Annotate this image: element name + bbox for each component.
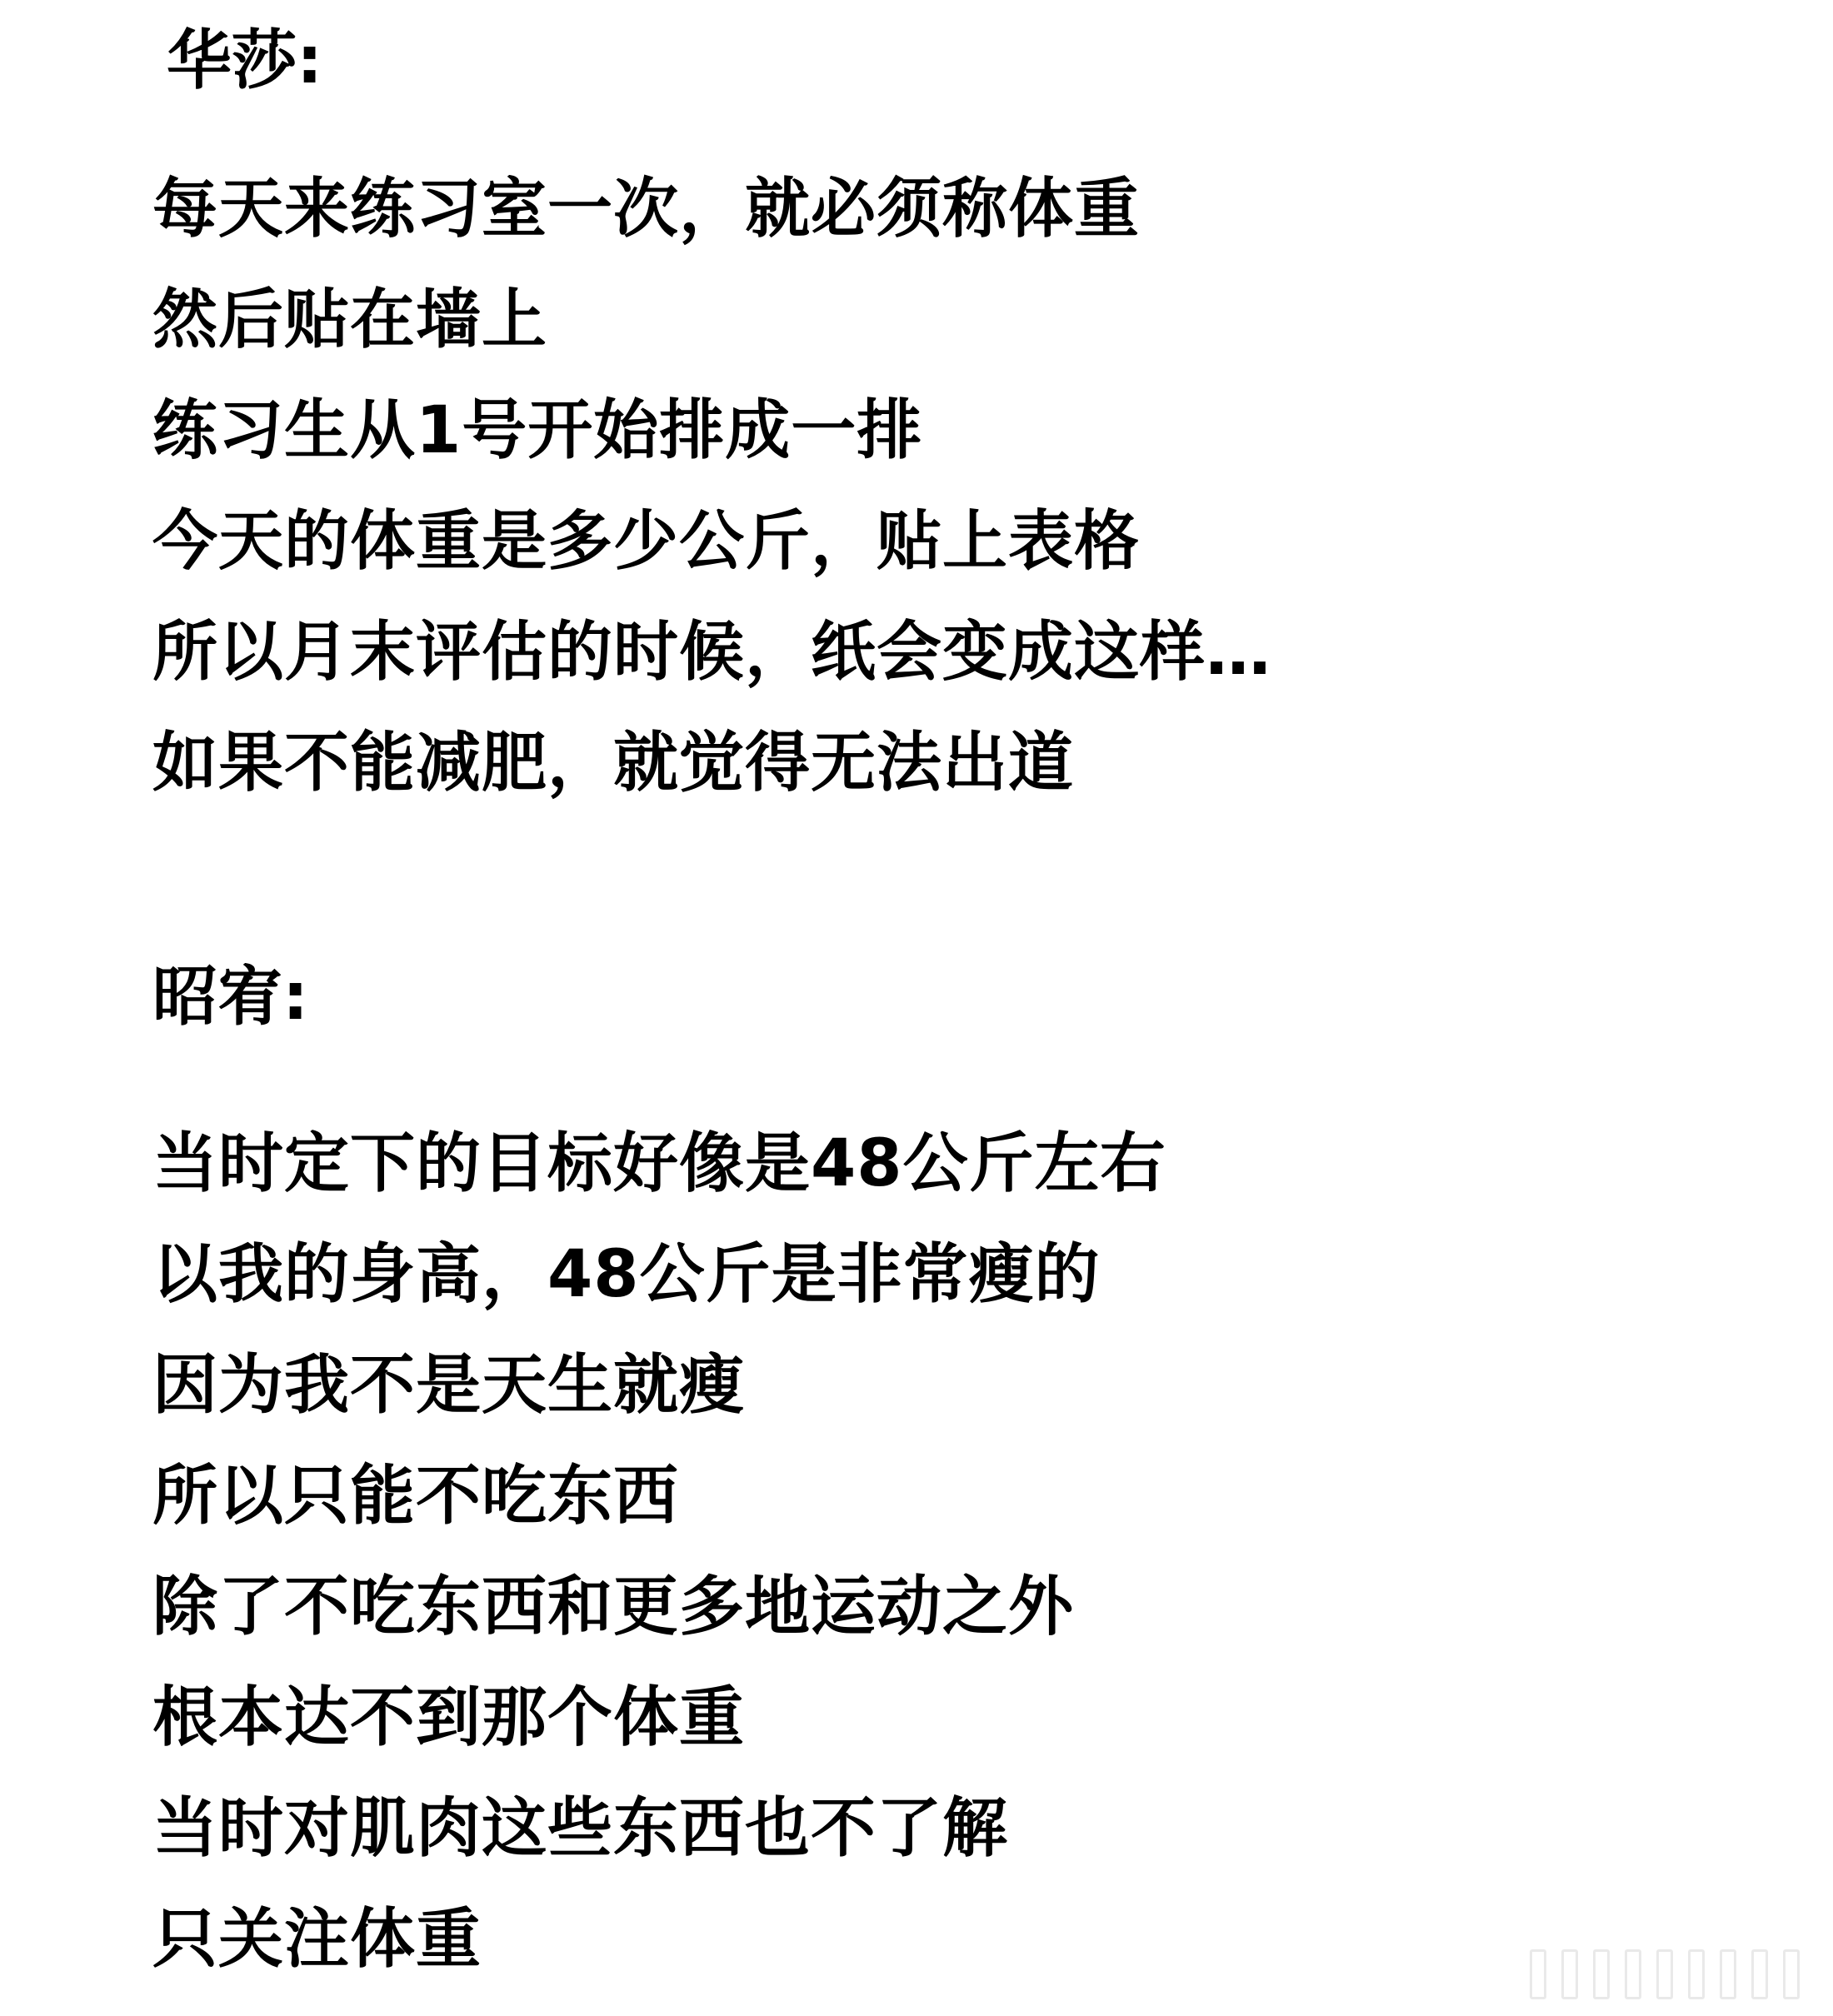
quote-line: 当时定下的目标好像是48公斤左右 <box>152 1126 1166 1201</box>
watermark-mark <box>1783 1949 1800 1999</box>
watermark-mark <box>1656 1949 1673 1999</box>
quote-line: 当时对肌肉这些东西也不了解 <box>152 1791 1009 1866</box>
watermark-mark <box>1751 1949 1768 1999</box>
watermark <box>1530 1949 1800 1999</box>
speaker-label-hwasa: 华莎: <box>167 23 323 98</box>
quote-line: 每天来练习室一次，就必须称体重 <box>152 172 1141 247</box>
watermark-mark <box>1561 1949 1578 1999</box>
quote-line: 以我的身高，48公斤是非常瘦的 <box>152 1237 1101 1312</box>
watermark-mark <box>1688 1949 1705 1999</box>
watermark-mark <box>1720 1949 1736 1999</box>
quote-line: 所以只能不吃东西 <box>152 1459 680 1534</box>
quote-line: 然后贴在墙上 <box>152 282 548 357</box>
quote-line: 根本达不到那个体重 <box>152 1680 746 1755</box>
quote-line: 除了不吃东西和更多地运动之外 <box>152 1569 1075 1644</box>
watermark-mark <box>1625 1949 1641 1999</box>
quote-line: 练习生从1号开始排成一排 <box>152 393 923 468</box>
watermark-mark <box>1530 1949 1546 1999</box>
speaker-label-soyou: 昭宥: <box>152 960 309 1035</box>
quote-line: 所以月末评估的时候，纸会变成这样… <box>152 615 1272 690</box>
quote-line: 因为我不是天生就瘦 <box>152 1348 746 1423</box>
quote-line: 只关注体重 <box>152 1902 482 1977</box>
quote-line: 今天的体重是多少公斤，贴上表格 <box>152 504 1141 579</box>
watermark-mark <box>1593 1949 1610 1999</box>
quote-line: 如果不能减肥，就觉得无法出道 <box>152 726 1075 801</box>
